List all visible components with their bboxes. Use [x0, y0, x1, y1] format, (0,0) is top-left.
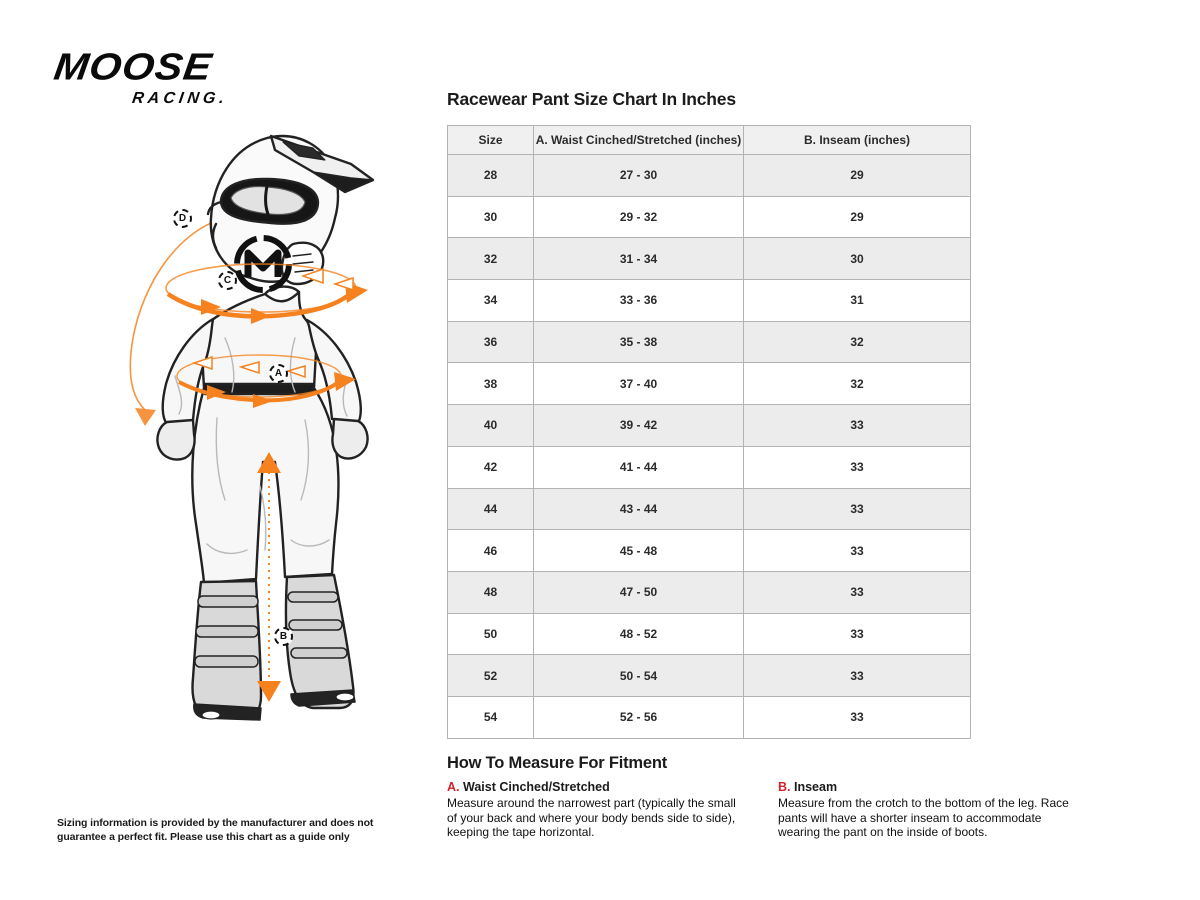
measure-name-waist: Waist Cinched/Stretched — [462, 780, 610, 794]
cell-inseam: 29 — [744, 196, 971, 238]
measure-desc-inseam: Measure from the crotch to the bottom of the leg. Race pants will have a shorter inseam to accommodate wearing the pant on the inside of boots. — [778, 796, 1069, 840]
how-to-measure-title: How To Measure For Fitment — [447, 754, 668, 772]
cell-size: 46 — [448, 530, 534, 572]
rider-illustration — [55, 126, 435, 748]
size-chart-title: Racewear Pant Size Chart In Inches — [447, 89, 736, 109]
cell-waist: 33 - 36 — [534, 280, 744, 322]
cell-size: 54 — [448, 696, 534, 738]
cell-inseam: 33 — [744, 655, 971, 697]
marker-b: B — [274, 627, 293, 646]
table-row — [448, 280, 971, 322]
cell-inseam: 33 — [744, 696, 971, 738]
table-row — [448, 405, 971, 447]
cell-waist: 37 - 40 — [534, 363, 744, 405]
rider-measurement-figure — [55, 126, 435, 748]
table-row — [448, 321, 971, 363]
measure-item-waist — [447, 780, 743, 840]
cell-inseam: 33 — [744, 405, 971, 447]
cell-inseam: 33 — [744, 613, 971, 655]
table-row — [448, 155, 971, 197]
rider-left-glove — [157, 420, 194, 460]
cell-size: 34 — [448, 280, 534, 322]
cell-waist: 31 - 34 — [534, 238, 744, 280]
left-boot-toe — [202, 711, 220, 719]
measure-item-inseam — [778, 780, 1080, 840]
table-row — [448, 363, 971, 405]
cell-inseam: 33 — [744, 446, 971, 488]
measure-name-inseam: Inseam — [793, 780, 838, 794]
cell-inseam: 33 — [744, 530, 971, 572]
marker-a: A — [269, 364, 288, 383]
sizing-disclaimer: Sizing information is provided by the manufacturer and does not guarantee a perfect fit. Please use this chart as a guide only — [57, 817, 374, 843]
column-header-waist: A. Waist Cinched/Stretched (inches) — [534, 126, 744, 155]
cell-size: 32 — [448, 238, 534, 280]
cell-waist: 52 - 56 — [534, 696, 744, 738]
cell-waist: 47 - 50 — [534, 571, 744, 613]
cell-inseam: 33 — [744, 571, 971, 613]
size-chart-table — [447, 125, 971, 739]
cell-inseam: 33 — [744, 488, 971, 530]
cell-waist: 43 - 44 — [534, 488, 744, 530]
column-header-inseam: B. Inseam (inches) — [744, 126, 971, 155]
cell-size: 36 — [448, 321, 534, 363]
measure-letter-b: B. — [778, 780, 791, 794]
cell-size: 30 — [448, 196, 534, 238]
marker-c: C — [218, 271, 237, 290]
cell-size: 48 — [448, 571, 534, 613]
size-chart-body — [448, 155, 971, 739]
right-boot-toe — [336, 693, 354, 701]
cell-size: 44 — [448, 488, 534, 530]
cell-size: 52 — [448, 655, 534, 697]
table-row — [448, 613, 971, 655]
table-row — [448, 196, 971, 238]
cell-size: 40 — [448, 405, 534, 447]
cell-inseam: 32 — [744, 363, 971, 405]
logo-word-racing: RACING. — [131, 90, 229, 107]
marker-d: D — [173, 209, 192, 228]
cell-size: 50 — [448, 613, 534, 655]
measure-desc-waist: Measure around the narrowest part (typically the small of your back and where your body bends side to side), keeping the tape horizontal. — [447, 796, 736, 840]
column-header-size: Size — [448, 126, 534, 155]
measure-item-waist-heading — [447, 780, 743, 794]
cell-inseam: 30 — [744, 238, 971, 280]
cell-waist: 27 - 30 — [534, 155, 744, 197]
table-row — [448, 655, 971, 697]
logo-word-moose: MOOSE — [51, 45, 216, 88]
cell-waist: 39 - 42 — [534, 405, 744, 447]
cell-inseam: 29 — [744, 155, 971, 197]
cell-waist: 48 - 52 — [534, 613, 744, 655]
cell-waist: 45 - 48 — [534, 530, 744, 572]
measure-letter-a: A. — [447, 780, 460, 794]
cell-inseam: 32 — [744, 321, 971, 363]
cell-inseam: 31 — [744, 280, 971, 322]
table-row — [448, 530, 971, 572]
cell-waist: 41 - 44 — [534, 446, 744, 488]
size-chart-header-row — [448, 126, 971, 155]
table-row — [448, 571, 971, 613]
table-row — [448, 238, 971, 280]
measure-item-inseam-heading — [778, 780, 1080, 794]
table-row — [448, 488, 971, 530]
table-row — [448, 696, 971, 738]
rider-right-glove — [332, 419, 367, 459]
cell-waist: 29 - 32 — [534, 196, 744, 238]
table-row — [448, 446, 971, 488]
moose-racing-logo — [51, 45, 257, 108]
cell-size: 28 — [448, 155, 534, 197]
cell-waist: 35 - 38 — [534, 321, 744, 363]
cell-size: 42 — [448, 446, 534, 488]
cell-waist: 50 - 54 — [534, 655, 744, 697]
cell-size: 38 — [448, 363, 534, 405]
